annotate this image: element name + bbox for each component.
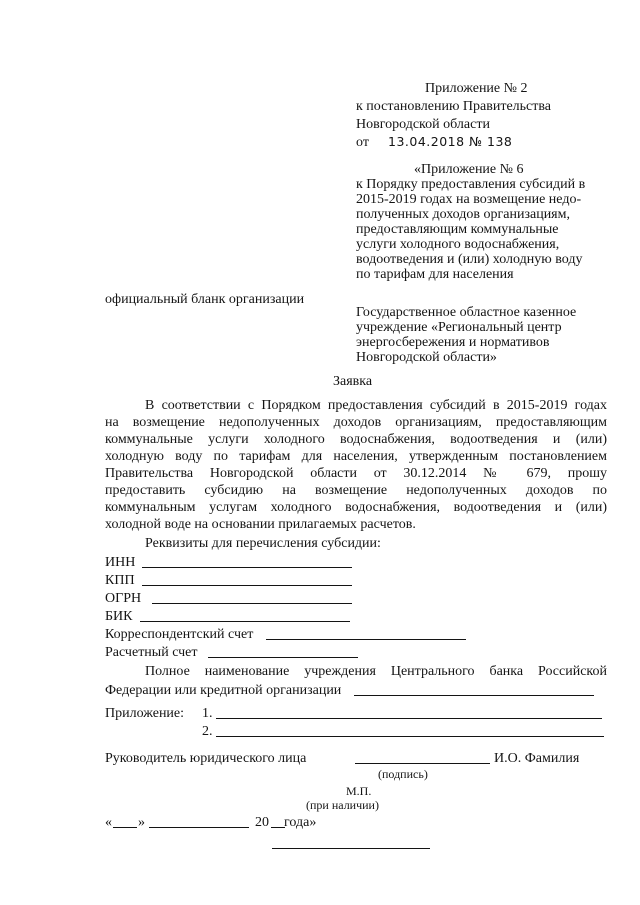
year-prefix: 20: [255, 815, 269, 830]
signature-caption: (подпись): [378, 767, 428, 781]
year-suffix: года»: [284, 815, 317, 830]
appendix-title: Приложение № 2: [425, 81, 528, 96]
quote-block-line: предоставляющим коммунальные: [356, 222, 559, 237]
quote-block-line: по тарифам для населения: [356, 267, 514, 282]
correspondent-account-field-line[interactable]: [266, 639, 466, 640]
attachment-number: 2.: [202, 724, 213, 739]
date-close-quote: »: [138, 815, 145, 830]
appendix-reference-region: Новгородской области: [356, 117, 490, 132]
closing-separator-line: [272, 848, 430, 849]
handwritten-date-number: 13.04.2018 № 138: [388, 134, 513, 149]
requisites-heading: Реквизиты для перечисления субсидии:: [145, 536, 381, 551]
kpp-field-line[interactable]: [142, 585, 352, 586]
quote-block-line: полученных доходов организациям,: [356, 207, 570, 222]
attachment-field-line[interactable]: [216, 718, 602, 719]
date-prefix: от: [356, 135, 369, 150]
bank-name-field-line[interactable]: [354, 695, 594, 696]
quote-block-line: 2015-2019 годах на возмещение недо-: [356, 192, 582, 207]
body-paragraph-line: Правительства Новгородской области от 30.12.2014 № 679, прошу: [105, 466, 607, 481]
body-paragraph-line: холодную воду по тарифам для населения, утвержденным постановлением: [105, 449, 607, 464]
attachments-label: Приложение:: [105, 706, 185, 721]
stamp-label: М.П.: [346, 784, 372, 798]
settlement-account-field-line[interactable]: [208, 657, 358, 658]
bank-name-label-continued: Федерации или кредитной организации: [105, 683, 342, 698]
kpp-label: КПП: [105, 573, 135, 588]
inn-field-line[interactable]: [142, 567, 352, 568]
bik-field-line[interactable]: [140, 621, 350, 622]
year-field-line[interactable]: [271, 827, 285, 828]
body-paragraph-line: предоставить субсидию на возмещение недополученных доходов по: [105, 483, 607, 498]
ogrn-field-line[interactable]: [152, 603, 352, 604]
quote-block-line: водоотведения и (или) холодную воду: [356, 252, 583, 267]
inn-label: ИНН: [105, 555, 136, 570]
body-paragraph-line: холодной воде на основании прилагаемых расчетов.: [105, 517, 416, 532]
body-paragraph-line: коммунальным услугам холодного водоснабжения, водоотведения и (или): [105, 500, 607, 515]
addressee-line: учреждение «Региональный центр: [356, 320, 562, 335]
quote-block-title: «Приложение № 6: [414, 162, 524, 177]
addressee-line: Государственное областное казенное: [356, 305, 577, 320]
signature-field-line[interactable]: [355, 763, 490, 764]
attachment-number: 1.: [202, 706, 213, 721]
letterhead-label: официальный бланк организации: [105, 292, 305, 307]
bank-name-label: Полное наименование учреждения Центрального банка Российской: [145, 664, 607, 679]
attachment-field-line[interactable]: [216, 736, 604, 737]
signatory-role: Руководитель юридического лица: [105, 751, 307, 766]
body-paragraph-line: на возмещение недополученных доходов организациям, предоставляющим: [105, 415, 607, 430]
date-open-quote: «: [105, 815, 112, 830]
bik-label: БИК: [105, 609, 133, 624]
ogrn-label: ОГРН: [105, 591, 142, 606]
stamp-note: (при наличии): [306, 798, 379, 812]
body-paragraph-line: В соответствии с Порядком предоставления субсидий в 2015-2019 годах: [145, 398, 607, 413]
signatory-name-placeholder: И.О. Фамилия: [494, 751, 580, 766]
quote-block-line: услуги холодного водоснабжения,: [356, 237, 560, 252]
body-paragraph-line: коммунальные услуги холодного водоснабжения, водоотведения и (или): [105, 432, 607, 447]
addressee-line: энергосбережения и нормативов: [356, 335, 550, 350]
addressee-line: Новгородской области»: [356, 350, 497, 365]
appendix-reference-line: к постановлению Правительства: [356, 99, 552, 114]
settlement-account-label: Расчетный счет: [105, 645, 198, 660]
month-field-line[interactable]: [149, 827, 249, 828]
quote-block-line: к Порядку предоставления субсидий в: [356, 177, 586, 192]
correspondent-account-label: Корреспондентский счет: [105, 627, 254, 642]
document-title: Заявка: [333, 374, 373, 389]
day-field-line[interactable]: [113, 827, 137, 828]
